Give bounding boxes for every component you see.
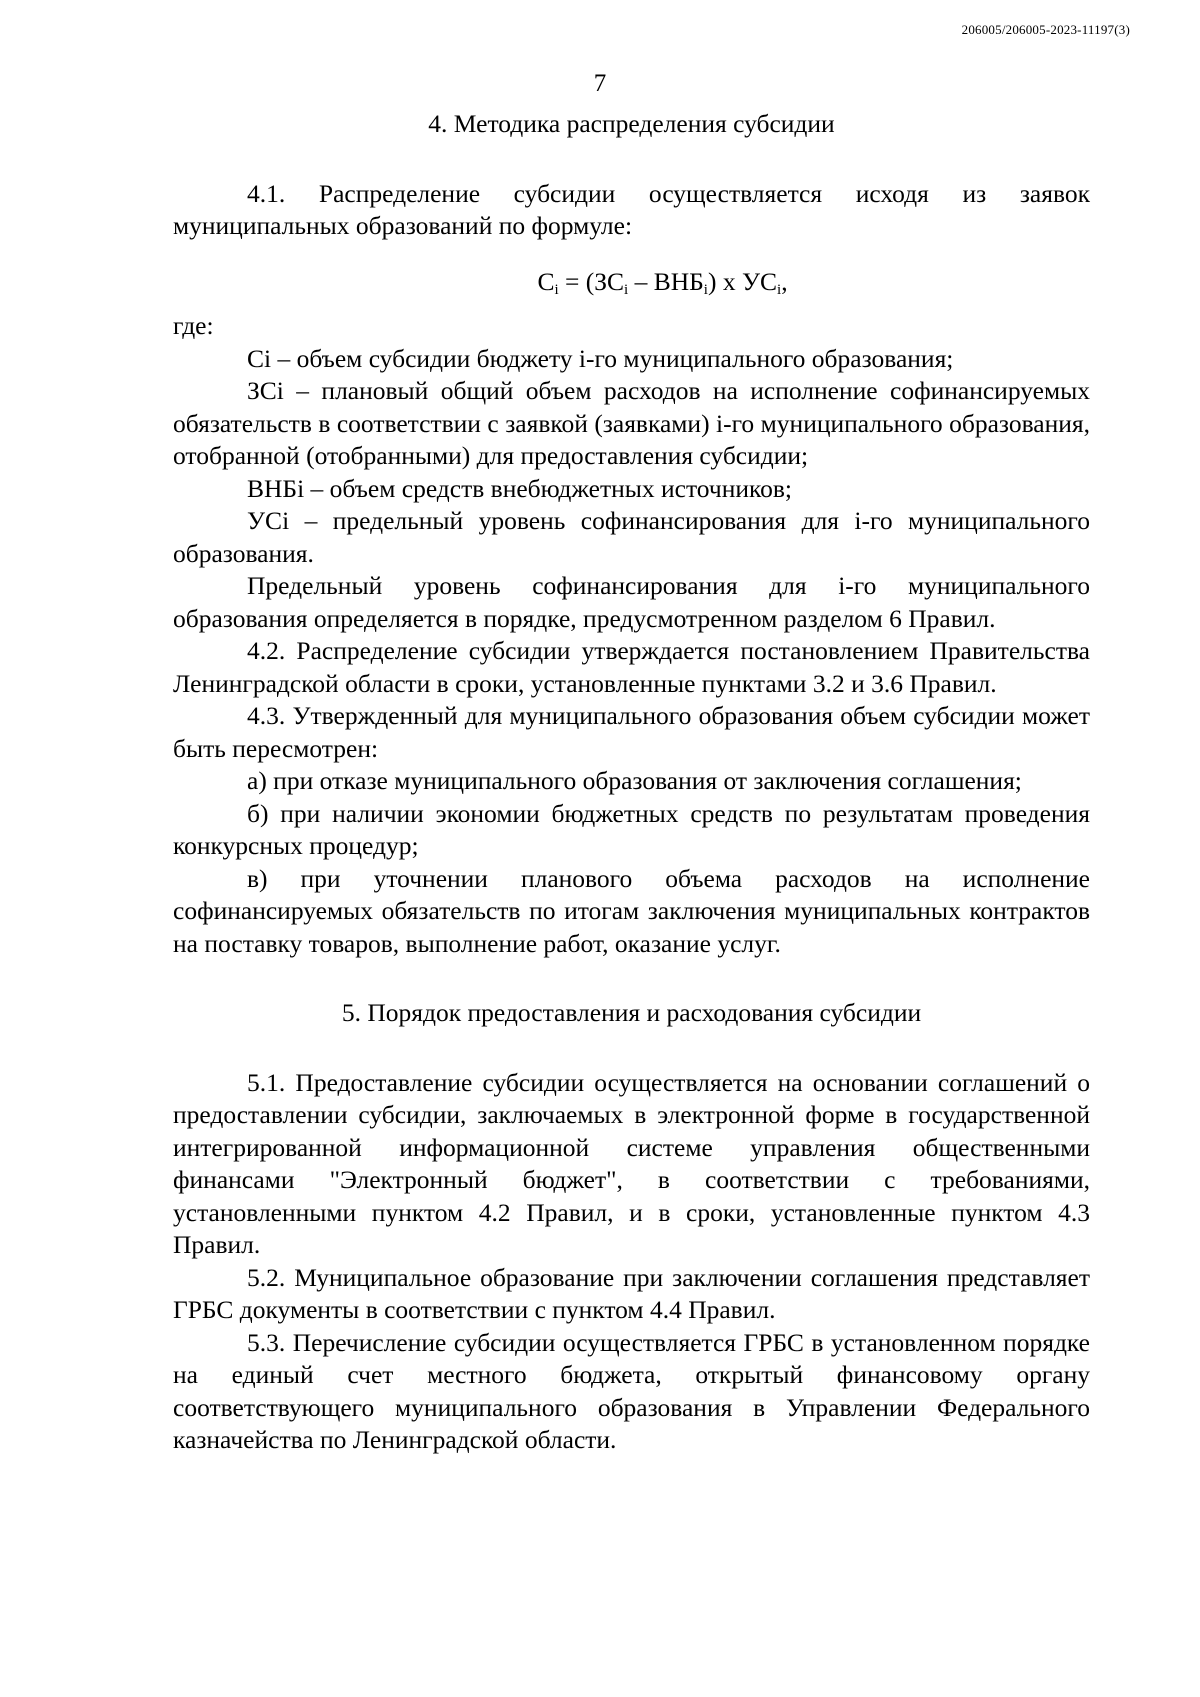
paragraph-cofinancing-level: Предельный уровень софинансирования для i-го муниципального образования определяется в порядке, предусмотренном разделом 6 Правил. (173, 571, 1090, 633)
paragraph-4-1: 4.1. Распределение субсидии осуществляется исходя из заявок муниципальных образований по формуле: (173, 178, 1090, 240)
formula-minus: – ВНБ (628, 266, 704, 296)
list-item-a: а) при отказе муниципального образования от заключения соглашения; (247, 766, 1022, 795)
list-item-b: б) при наличии экономии бюджетных средств по результатам проведения конкурсных процедур; (173, 798, 1090, 860)
where-label: где: (173, 311, 214, 340)
paragraph-4-2: 4.2. Распределение субсидии утверждается постановлением Правительства Ленинградской области в сроки, установленные пунктами 3.2 и 3.6 Правил. (173, 636, 1090, 698)
definition-vnbi: ВНБi – объем средств внебюджетных источников; (247, 473, 792, 503)
definition-ci: Ci – объем субсидии бюджету i-го муниципального образования; (247, 343, 954, 373)
formula-index-4: i (777, 281, 782, 298)
formula-eq: = (ЗС (558, 266, 625, 296)
formula-index-3: i (703, 281, 708, 298)
paragraph-5-3: 5.3. Перечисление субсидии осуществляется ГРБС в установленном порядке на единый счет местного бюджета, открытый финансовому органу соответствующего муниципального образования в Управлении Федерального казначейства по Ленинградской области. (173, 1327, 1090, 1454)
paragraph-5-2: 5.2. Муниципальное образование при заключении соглашения представляет ГРБС документы в соответствии с пунктом 4.4 Правил. (173, 1262, 1090, 1324)
definition-zsi: ЗСi – плановый общий объем расходов на исполнение софинансируемых обязательств в соответствии с заявкой (заявками) i-го муниципального образования, отобранной (отобранными) для предоставления субсидии; (173, 376, 1090, 470)
page-number: 7 (593, 70, 607, 97)
list-item-v: в) при уточнении планового объема расходов на исполнение софинансируемых обязательств по итогам заключения муниципальных контрактов на поставку товаров, выполнение работ, оказание услуг. (173, 863, 1090, 958)
section-5-title: 5. Порядок предоставления и расходования субсидии (341, 998, 922, 1027)
subsidy-formula (173, 266, 1090, 307)
paragraph-5-1: 5.1. Предоставление субсидии осуществляется на основании соглашений о предоставлении субсидии, заключаемых в электронной форме в государственной интегрированной информационной системе управления общественными финансами "Электронный бюджет", в соответствии с требованиями, установленными пунктом 4.2 Правил, и в сроки, установленные пунктом 4.3 Правил. (173, 1067, 1090, 1259)
formula-index-2: i (624, 281, 629, 298)
section-4-title: 4. Методика распределения субсидии (428, 109, 835, 138)
definition-usi: УСi – предельный уровень софинансирования для i-го муниципального образования. (173, 506, 1090, 568)
document-id: 206005/206005-2023-11197(3) (961, 22, 1130, 37)
formula-times: ) х УС (707, 266, 778, 296)
formula-c: C (537, 266, 555, 296)
formula-end: , (781, 266, 788, 296)
formula-index-1: i (554, 281, 559, 298)
paragraph-4-3: 4.3. Утвержденный для муниципального образования объем субсидии может быть пересмотрен: (173, 701, 1090, 763)
page-body (173, 108, 1090, 1457)
